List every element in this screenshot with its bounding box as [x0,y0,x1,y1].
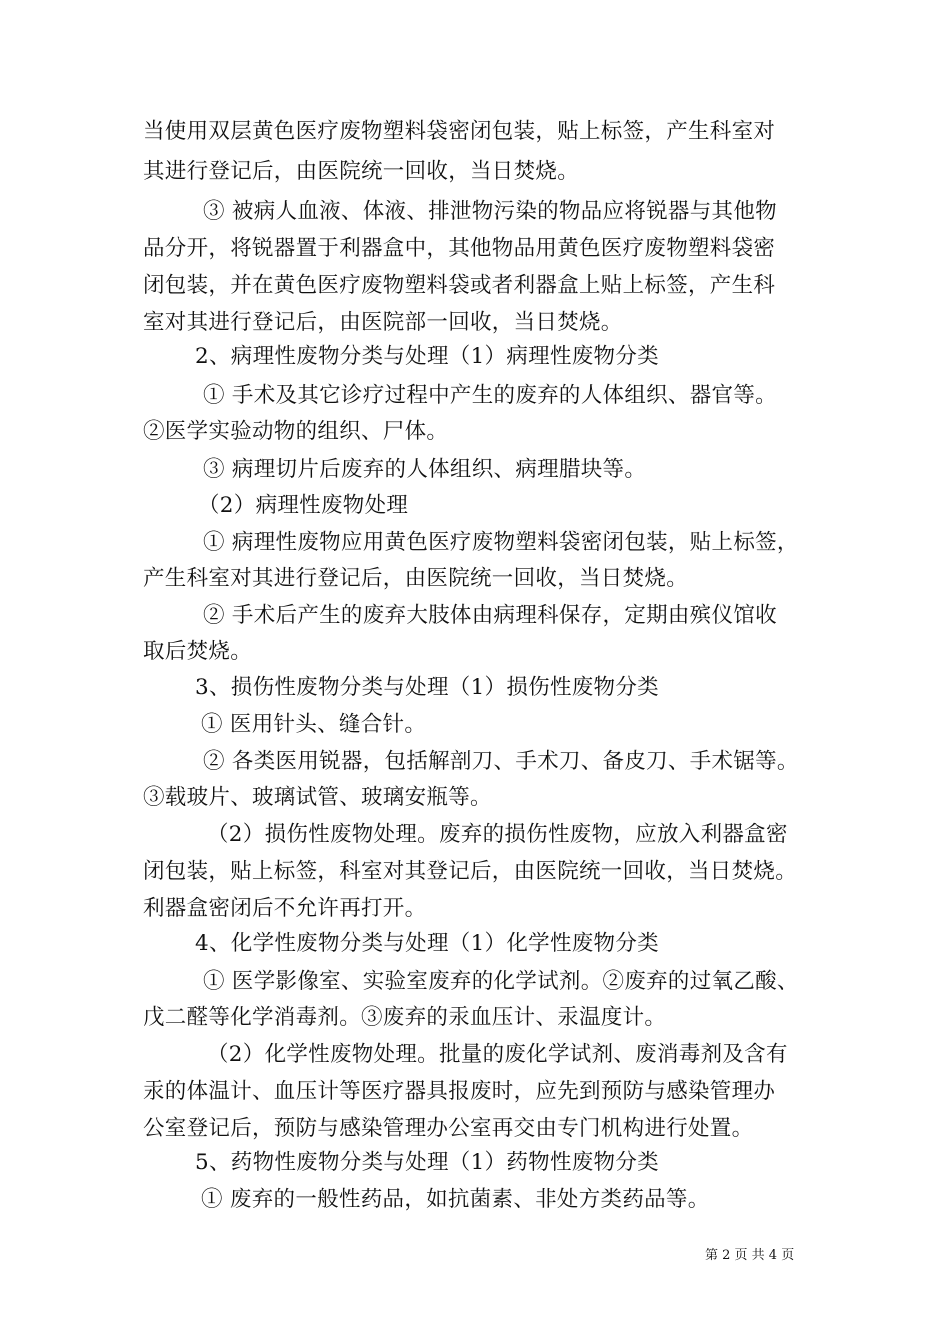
text-line: 闭包装，贴上标签，科室对其登记后，由医院统一回收，当日焚烧。 [143,859,798,884]
section-heading: 2、病理性废物分类与处理（1）病理性废物分类 [195,344,659,369]
text-line: 品分开，将锐器置于利器盒中，其他物品用黄色医疗废物塑料袋密 [143,236,776,261]
text-line: ③ 病理切片后废弃的人体组织、病理腊块等。 [203,457,647,482]
text-line: 取后焚烧。 [143,639,253,664]
text-line: 公室登记后，预防与感染管理办公室再交由专门机构进行处置。 [143,1116,754,1141]
text-line: 室对其进行登记后，由医院部一回收，当日焚烧。 [143,310,623,335]
text-line: 产生科室对其进行登记后，由医院统一回收，当日焚烧。 [143,566,689,591]
text-line: 汞的体温计、血压计等医疗器具报废时，应先到预防与感染管理办 [143,1079,776,1104]
text-line: ③ 被病人血液、体液、排泄物污染的物品应将锐器与其他物 [203,199,777,224]
text-line: 其进行登记后，由医院统一回收，当日焚烧。 [143,159,580,184]
text-line: ① 废弃的一般性药品，如抗菌素、非处方类药品等。 [201,1187,710,1212]
text-line: ① 医用针头、缝合针。 [201,712,427,737]
text-line: 戊二醛等化学消毒剂。③废弃的汞血压计、汞温度计。 [143,1005,667,1030]
section-heading: 5、药物性废物分类与处理（1）药物性废物分类 [195,1150,659,1175]
text-line: ① 医学影像室、实验室废弃的化学试剂。②废弃的过氧乙酸、 [203,969,799,994]
page-number: 第 2 页 共 4 页 [705,1248,795,1263]
text-line: ② 手术后产生的废弃大肢体由病理科保存，定期由殡仪馆收 [203,603,777,628]
text-line: ② 各类医用锐器，包括解剖刀、手术刀、备皮刀、手术锯等。 [203,749,799,774]
text-line: ③载玻片、玻璃试管、玻璃安瓶等。 [143,785,492,810]
text-line: ②医学实验动物的组织、尸体。 [143,419,449,444]
section-heading: 4、化学性废物分类与处理（1）化学性废物分类 [195,931,659,956]
text-line: ① 病理性废物应用黄色医疗废物塑料袋密闭包装，贴上标签， [203,530,799,555]
section-heading: 3、损伤性废物分类与处理（1）损伤性废物分类 [195,675,659,700]
text-line: 利器盒密闭后不允许再打开。 [143,896,427,921]
text-line: （2）损伤性废物处理。废弃的损伤性废物，应放入利器盒密 [207,822,788,847]
text-line: （2）化学性废物处理。批量的废化学试剂、废消毒剂及含有 [207,1042,788,1067]
text-line: 当使用双层黄色医疗废物塑料袋密闭包装，贴上标签，产生科室对 [143,119,776,144]
text-line: 闭包装，并在黄色医疗废物塑料袋或者利器盒上贴上标签，产生科 [143,273,776,298]
text-line: ① 手术及其它诊疗过程中产生的废弃的人体组织、器官等。 [203,383,777,408]
subsection-heading: （2）病理性废物处理 [198,493,409,518]
